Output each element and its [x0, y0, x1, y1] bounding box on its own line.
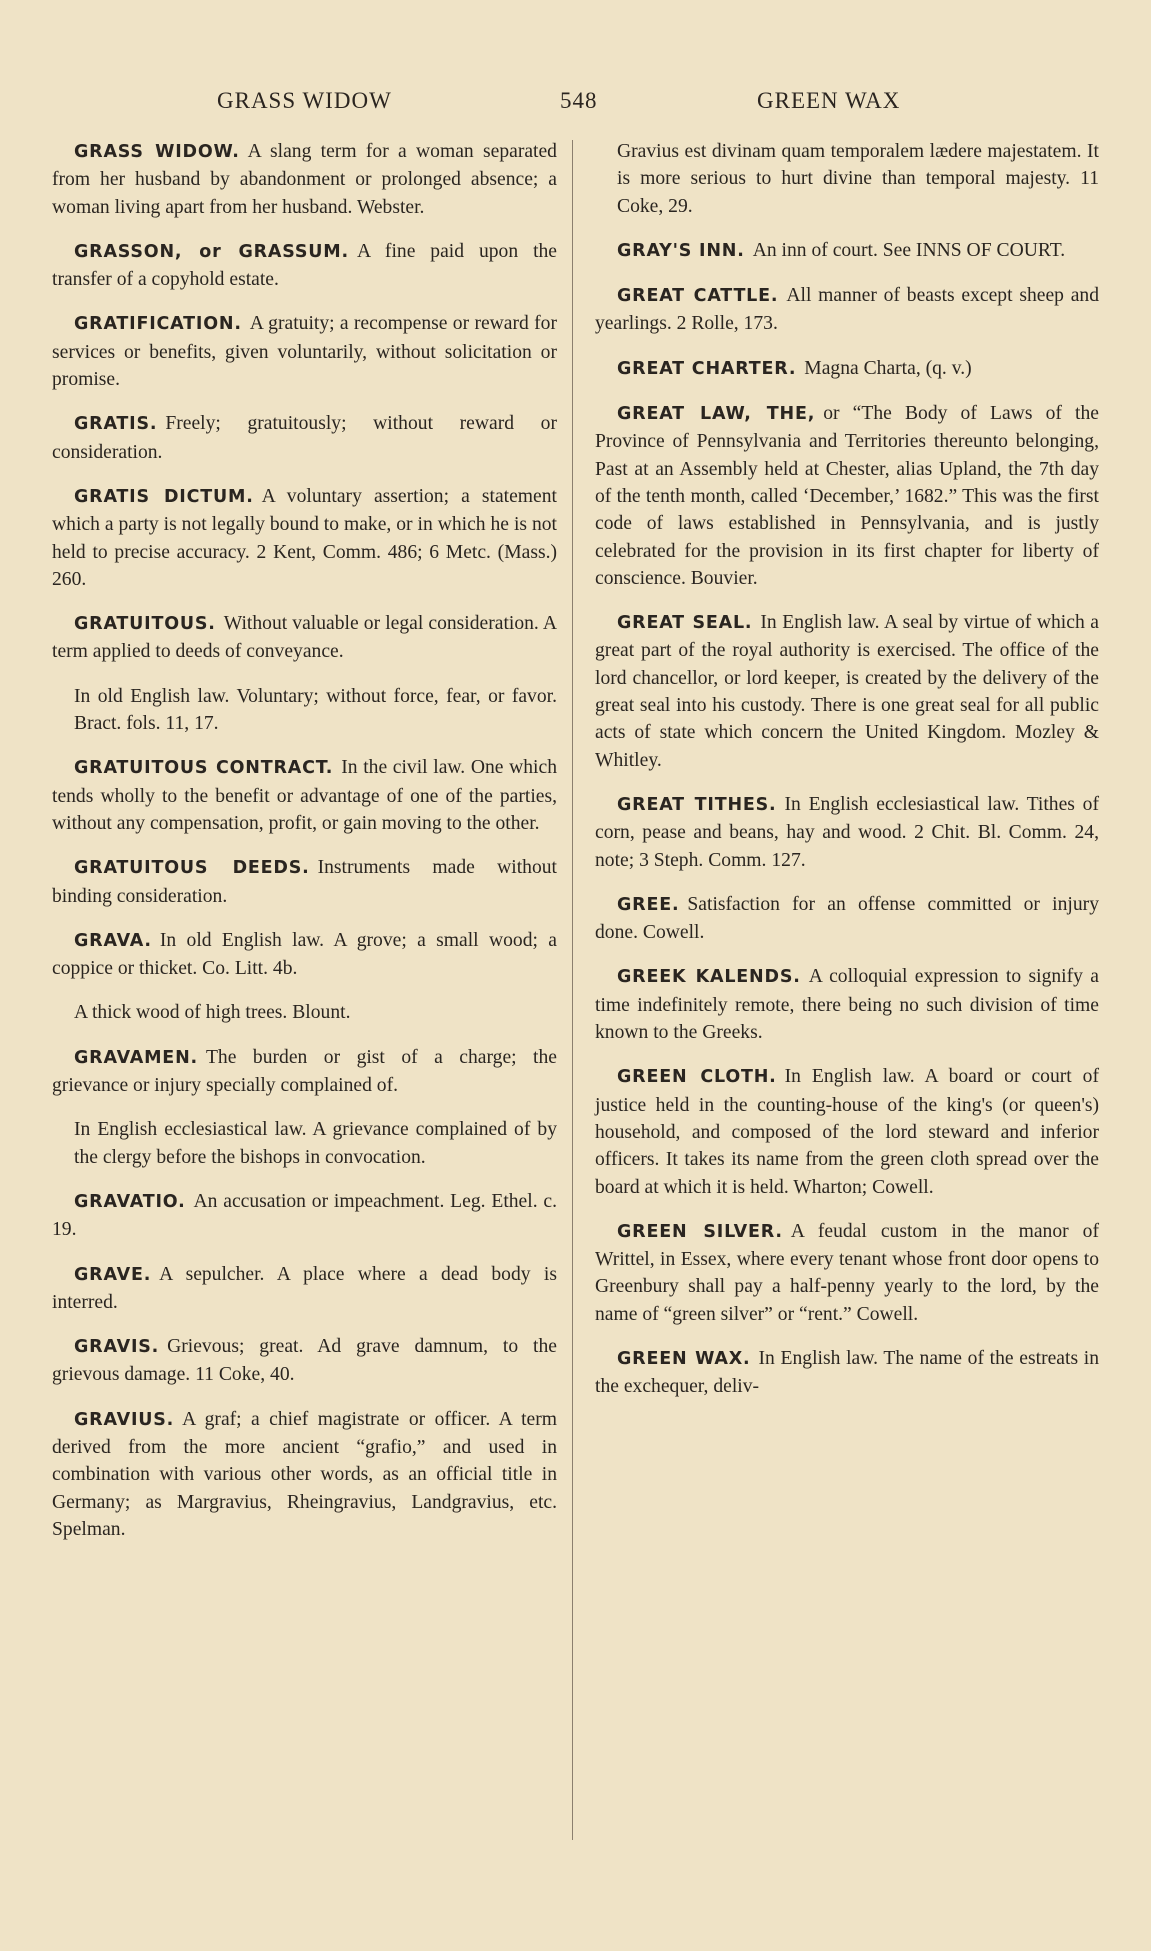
entry-headword: GRAVIS. [74, 1337, 160, 1358]
entry-definition: Without valuable or legal consideration. A term applied to deeds of conveyance. [52, 613, 557, 663]
entry-definition: Grievous; great. Ad grave damnum, to the grievous damage. 11 Coke, 40. [52, 1336, 557, 1386]
entry-headword: GRATIFICATION. [74, 314, 242, 335]
dictionary-entry [617, 138, 1099, 220]
dictionary-entry [595, 1063, 1099, 1200]
entry-definition: All manner of beasts except sheep and yearlings. 2 Rolle, 173. [595, 285, 1099, 335]
header-left-guide-word: GRASS WIDOW [217, 88, 392, 113]
entry-headword: GREAT CATTLE. [617, 286, 779, 307]
entry-definition: A sepulcher. A place where a dead body is interred. [52, 1263, 557, 1313]
entry-definition: A fine paid upon the transfer of a copyhold estate. [52, 240, 558, 291]
dictionary-entry [595, 609, 1099, 774]
dictionary-entry [74, 999, 557, 1026]
entry-definition: The burden or gist of a charge; the grievance or injury specially complained of. [52, 1046, 557, 1097]
entry-definition: In English ecclesiastical law. A grievance complained of by the clergy before the bishops in convocation. [74, 1119, 557, 1168]
left-column [52, 138, 557, 1560]
dictionary-entry [52, 310, 557, 393]
entry-definition: A graf; a chief magistrate or officer. A term derived from the more ancient “grafio,” and used in combination with various other words, as an official title in Germany; as Margravius, Rheingravius, Landgravius, etc. Spelman. [52, 1408, 557, 1540]
dictionary-entry [52, 754, 557, 837]
entry-headword: GREE. [617, 894, 680, 915]
entry-headword: GREAT TITHES. [617, 794, 777, 815]
entry-headword: GRAVA. [74, 930, 152, 951]
dictionary-entry [52, 610, 557, 666]
dictionary-entry [74, 1116, 557, 1171]
entry-definition: or “The Body of Laws of the Province of Pennsylvania and Territories thereunto belonging, Past at an Assembly held at Chester, alias Upland, the 7th day of the tenth month, called ‘December,’ 1682.” This was the first code of laws established in Pennsylvania, and is justly celebrated for the provision in its first chapter for liberty of conscience. Bouvier. [595, 403, 1099, 589]
entry-definition: Freely; gratuitously; without reward or consideration. [52, 413, 557, 463]
dictionary-entry [595, 400, 1099, 592]
entry-definition: In English law. The name of the estreats in the exchequer, deliv- [595, 1347, 1100, 1398]
entry-definition: Instruments made without binding consideration. [52, 857, 557, 907]
entry-definition: A colloquial expression to signify a time indefinitely remote, there being no such division of time known to the Greeks. [595, 966, 1099, 1044]
entry-definition: A gratuity; a recompense or reward for services or benefits, given voluntarily, without solicitation or promise. [52, 313, 557, 391]
column-divider [572, 140, 573, 1840]
dictionary-entry [595, 237, 1099, 265]
entry-headword: GRASSON, or GRASSUM. [74, 241, 349, 262]
entry-headword: GRATUITOUS CONTRACT. [74, 758, 334, 779]
entry-definition: Gravius est divinam quam temporalem lædere majestatem. It is more serious to hurt divine than temporal majesty. 11 Coke, 29. [617, 141, 1099, 217]
dictionary-entry [52, 1188, 557, 1244]
dictionary-entry [595, 1218, 1099, 1328]
running-head [52, 88, 1099, 128]
dictionary-entry [595, 891, 1099, 947]
entry-headword: GRAVATIO. [74, 1191, 186, 1212]
dictionary-entry [52, 927, 557, 983]
entry-headword: GRATIS DICTUM. [74, 486, 254, 507]
dictionary-entry [74, 683, 557, 738]
entry-headword: GREEN WAX. [617, 1348, 751, 1369]
entry-definition: Satisfaction for an offense committed or injury done. Cowell. [595, 893, 1099, 944]
entry-headword: GRATUITOUS DEEDS. [74, 858, 310, 879]
page-number: 548 [560, 88, 598, 113]
dictionary-entry [52, 138, 557, 221]
dictionary-entry [52, 854, 557, 910]
dictionary-entry [52, 483, 557, 593]
entry-headword: GRATUITOUS. [74, 614, 216, 635]
entry-definition: A thick wood of high trees. Blount. [74, 1002, 351, 1024]
entry-definition: A slang term for a woman separated from her husband by abandonment or prolonged absence; a woman living apart from her husband. Webster. [52, 141, 557, 218]
entry-definition: A voluntary assertion; a statement which a party is not legally bound to make, or in which he is not held to precise accuracy. 2 Kent, Comm. 486; 6 Metc. (Mass.) 260. [52, 485, 557, 590]
entry-definition: Magna Charta, (q. v.) [804, 357, 972, 379]
entry-headword: GREEN SILVER. [617, 1221, 783, 1242]
entry-definition: In English ecclesiastical law. Tithes of corn, pease and beans, hay and wood. 2 Chit. Bl. Comm. 24, note; 3 Steph. Comm. 127. [595, 793, 1100, 871]
entry-definition: An accusation or impeachment. Leg. Ethel. c. 19. [52, 1190, 557, 1241]
entry-definition: In old English law. Voluntary; without force, fear, or favor. Bract. fols. 11, 17. [74, 685, 557, 735]
entry-headword: GREAT SEAL. [617, 613, 753, 634]
dictionary-entry [52, 410, 557, 466]
dictionary-entry [52, 238, 557, 294]
dictionary-entry [595, 355, 1099, 383]
entry-headword: GREEN CLOTH. [617, 1067, 777, 1088]
right-column [595, 138, 1099, 1560]
dictionary-entry [595, 282, 1099, 338]
dictionary-entry [52, 1044, 557, 1100]
entry-headword: GREEK KALENDS. [617, 967, 801, 988]
entry-headword: GREAT LAW, THE, [617, 404, 816, 425]
entry-headword: GRAVIUS. [74, 1409, 175, 1430]
dictionary-entry [52, 1261, 557, 1317]
entry-definition: An inn of court. See INNS OF COURT. [752, 239, 1066, 261]
entry-headword: GRATIS. [74, 414, 158, 435]
dictionary-entry [595, 963, 1099, 1046]
entry-headword: GRASS WIDOW. [74, 142, 240, 162]
dictionary-entry [52, 1333, 557, 1389]
entry-headword: GRAVE. [74, 1264, 152, 1285]
columns [52, 138, 1099, 1560]
entry-headword: GRAY'S INN. [617, 240, 745, 261]
entry-definition: In English law. A board or court of justice held in the counting-house of the king's (or queen's) household, and composed of the lord steward and inferior officers. It takes its name from the green cloth spread over the board at which it is held. Wharton; Cowell. [595, 1066, 1099, 1198]
dictionary-entry [595, 791, 1099, 874]
entry-headword: GRAVAMEN. [74, 1047, 198, 1068]
dictionary-entry [52, 1406, 557, 1543]
header-right-guide-word: GREEN WAX [757, 88, 901, 113]
entry-headword: GREAT CHARTER. [617, 358, 797, 379]
entry-definition: In old English law. A grove; a small wood; a coppice or thicket. Co. Litt. 4b. [52, 929, 557, 980]
entry-definition: In the civil law. One which tends wholly to the benefit or advantage of one of the parties, without any compensation, profit, or gain moving to the other. [52, 757, 557, 834]
entry-definition: A feudal custom in the manor of Writtel, in Essex, where every tenant whose front door opens to Greenbury shall pay a half-penny yearly to the lord, by the name of “green silver” or “rent.” Cowell. [595, 1220, 1099, 1325]
dictionary-entry [595, 1345, 1099, 1401]
entry-definition: In English law. A seal by virtue of which a great part of the royal authority is exercised. The office of the lord chancellor, or lord keeper, is created by the delivery of the great seal into his custody. There is one great seal for all public acts of state which concern the United Kingdom. Mozley & Whitley. [595, 612, 1099, 771]
